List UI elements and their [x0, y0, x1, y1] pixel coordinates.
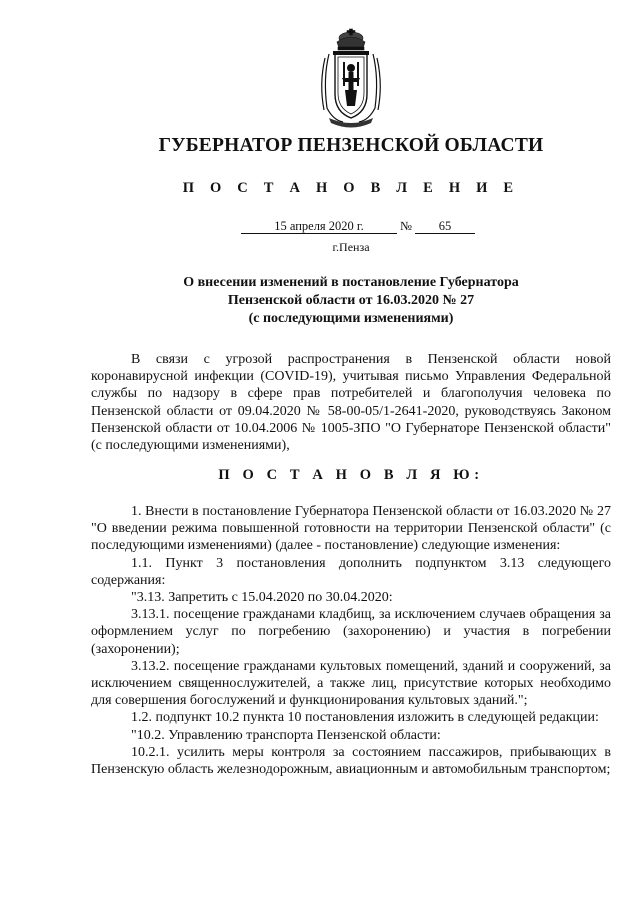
document-body [91, 503, 611, 778]
number-sign: № [400, 219, 412, 233]
organization-title: ГУБЕРНАТОР ПЕНЗЕНСКОЙ ОБЛАСТИ [158, 135, 544, 156]
city-name: г.Пенза [332, 240, 370, 254]
document-subject [0, 274, 640, 328]
body-paragraph: 1.2. подпункт 10.2 пункта 10 постановления изложить в следующей редакции: [131, 710, 599, 726]
coat-of-arms-icon [315, 28, 387, 128]
resolve-heading: П О С Т А Н О В Л Я Ю: [218, 467, 484, 483]
document-number: 65 [415, 219, 475, 234]
preamble [91, 351, 611, 454]
body-paragraph: 3.13.2. посещение гражданами культовых помещений, зданий и сооружений, за исключением священнослужителей, а также лиц, присутствие которых необходимо для совершения богослужений и функционирования культовых зданий."; [91, 658, 611, 709]
body-paragraph: "3.13. Запретить с 15.04.2020 по 30.04.2020: [131, 590, 393, 606]
body-paragraph: 1.1. Пункт 3 постановления дополнить подпунктом 3.13 следующего содержания: [91, 555, 611, 588]
subject-line: (с последующими изменениями) [248, 311, 454, 326]
body-paragraph: 10.2.1. усилить меры контроля за состоянием пассажиров, прибывающих в Пензенскую область железнодорожным, авиационным и автомобильным транспортом; [91, 744, 611, 778]
document-type-heading: П О С Т А Н О В Л Е Н И Е [182, 180, 520, 196]
body-paragraph: "10.2. Управлению транспорта Пензенской области: [131, 727, 441, 743]
subject-line: О внесении изменений в постановление Губернатора [183, 275, 519, 290]
document-date: 15 апреля 2020 г. [241, 219, 397, 234]
subject-line: Пензенской области от 16.03.2020 № 27 [227, 293, 475, 308]
body-paragraph: 3.13.1. посещение гражданами кладбищ, за исключением случаев обращения за оформлением услуг по погребению (захоронению) и участия в погребении (захоронении); [91, 607, 611, 657]
preamble-paragraph: В связи с угрозой распространения в Пензенской области новой коронавирусной инфекции (COVID-19), учитывая письмо Управления Федеральной службы по надзору в сфере прав потребителей и благополучия человека по Пензенской области от 09.04.2020 № 58-00-05/1-2641-2020, руководствуясь Законом Пензенской области от 10.04.2006 № 1005-ЗПО "О Губернаторе Пензенской области" (с последующими изменениями), [91, 352, 611, 454]
body-paragraph: 1. Внести в постановление Губернатора Пензенской области от 16.03.2020 № 27 "О введении режима повышенной готовности на территории Пензенской области" (с последующими изменениями) (далее - постановление) следующие изменения: [91, 504, 611, 554]
